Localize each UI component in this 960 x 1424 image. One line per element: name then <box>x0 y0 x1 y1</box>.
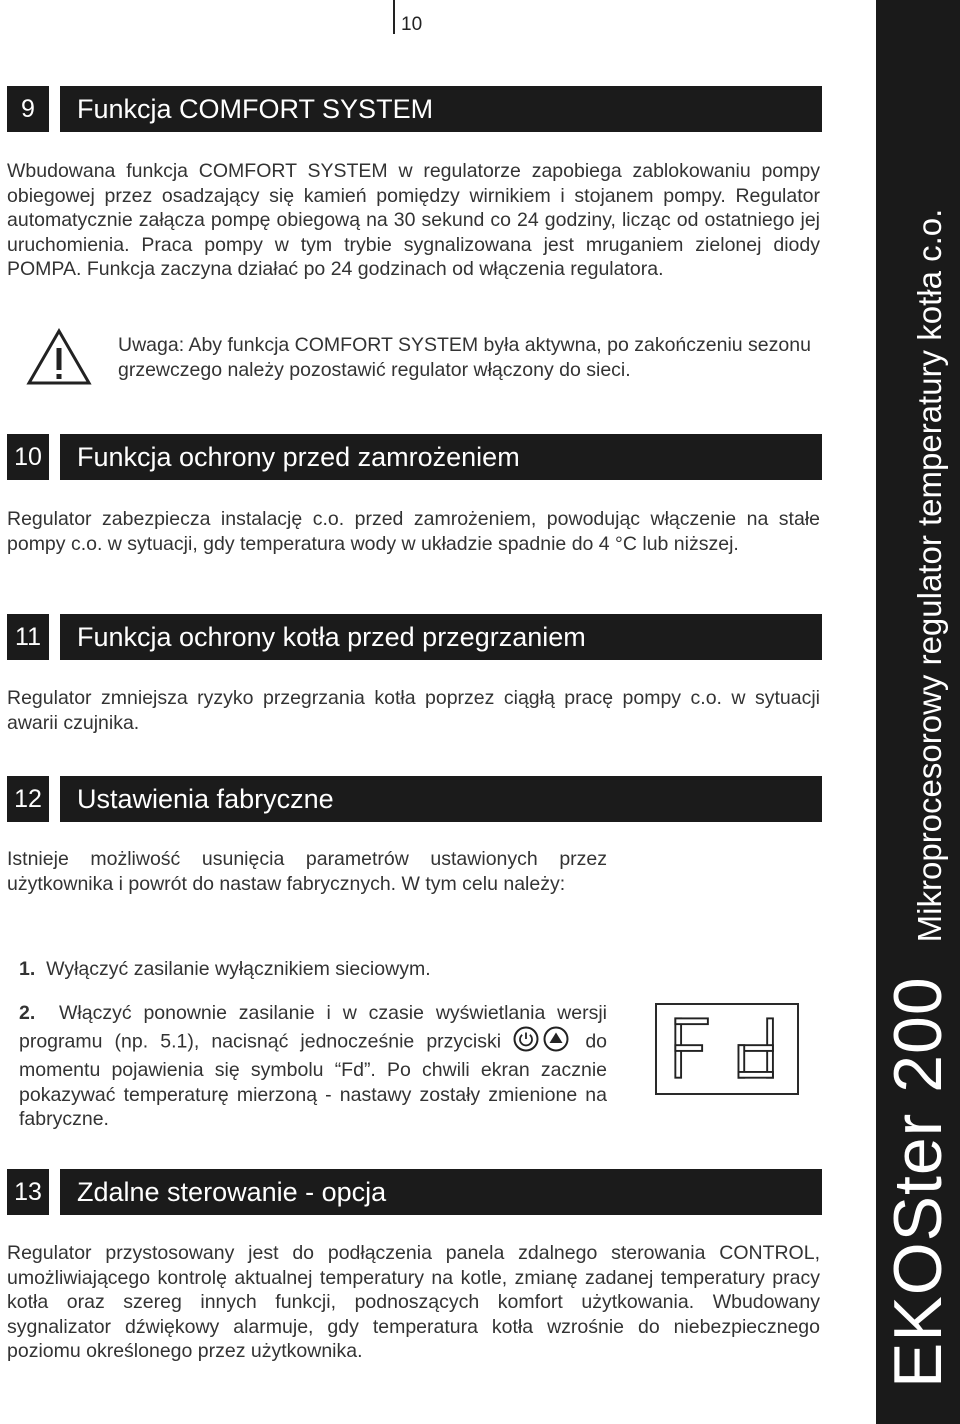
section-13-number: 13 <box>7 1169 49 1215</box>
step-1-text: Wyłączyć zasilanie wyłącznikiem sieciowym. <box>46 958 431 980</box>
step-2 <box>19 1001 607 1132</box>
section-10-body: Regulator zabezpiecza instalację c.o. przed zamrożeniem, powodując włączenie na stałe pompy c.o. w sytuacji, gdy temperatura wody w układzie spadnie do 4 °C lub niższej. <box>7 508 820 555</box>
step-2-number: 2. <box>19 1002 36 1024</box>
section-9-warning: Uwaga: Aby funkcja COMFORT SYSTEM była aktywna, po zakończeniu sezonu grzewczego należy pozostawić regulator włączony do sieci. <box>118 334 811 381</box>
section-11-body: Regulator zmniejsza ryzyko przegrzania kotła poprzez ciągłą pracę pompy c.o. w sytuacji awarii czujnika. <box>7 687 820 734</box>
section-9-body: Wbudowana funkcja COMFORT SYSTEM w regulatorze zapobiega zablokowaniu pompy obiegowej przez osadzający się kamień pomiędzy wirnikiem i stojanem pompy. Regulator automatycznie załącza pompę obiegową na 30 sekund co 24 godziny, licząc od ostatniego jej uruchomienia. Praca pompy w tym trybie sygnalizowana jest mruganiem zielonej diody POMPA. Funkcja zaczyna działać po 24 godzinach od włączenia regulatora. <box>7 160 820 281</box>
section-10-title: Funkcja ochrony przed zamrożeniem <box>60 434 822 480</box>
section-9-title: Funkcja COMFORT SYSTEM <box>60 86 822 132</box>
page-number: 10 <box>401 14 423 35</box>
warning-triangle-icon <box>26 328 92 386</box>
step-2-text-b: do momentu pojawienia się symbolu “Fd”. Po chwili ekran zacznie pokazywać temperaturę mierzoną - nastawy zostały zmienione na fabryczne. <box>19 1030 608 1131</box>
step-1-number: 1. <box>19 958 36 980</box>
section-12-body: Istnieje możliwość usunięcia parametrów ustawionych przez użytkownika i powrót do nastaw fabrycznych. W tym celu należy: <box>7 848 607 895</box>
sidebar-title <box>879 209 957 1388</box>
sidebar-brand: EKOSter 200 <box>880 976 956 1388</box>
sidebar-subtitle: Mikroprocesorowy regulator temperatury kotła c.o. <box>911 208 948 943</box>
section-13-title: Zdalne sterowanie - opcja <box>60 1169 822 1215</box>
up-arrow-button-icon <box>543 1026 569 1059</box>
page-number-rule <box>393 0 395 34</box>
section-10-number: 10 <box>7 434 49 480</box>
section-9-number: 9 <box>7 86 49 132</box>
step-1 <box>19 957 607 982</box>
section-13-body: Regulator przystosowany jest do podłączenia panela zdalnego sterowania CONTROL, umożliwiającego kontrolę aktualnej temperatury na kotle, zmianę zadanej temperatury pracy kotła oraz szereg innych funkcji, podnoszących komfort użytkowania. Wbudowany sygnalizator dźwiękowy alarmuje, gdy temperatura kotła wzrośnie do niebezpiecznego poziomu określonego przez użytkownika. <box>7 1242 820 1363</box>
section-11-number: 11 <box>7 614 49 660</box>
section-11-title: Funkcja ochrony kotła przed przegrzaniem <box>60 614 822 660</box>
lcd-display-fd <box>655 1003 799 1095</box>
section-12-number: 12 <box>7 776 49 822</box>
power-button-icon <box>513 1026 539 1059</box>
section-12-title: Ustawienia fabryczne <box>60 776 822 822</box>
step-2-text-a: Włączyć ponownie zasilanie i w czasie wyświetlania wersji programu (np. 5.1), nacisnąć jednocześnie przyciski <box>19 1002 607 1053</box>
